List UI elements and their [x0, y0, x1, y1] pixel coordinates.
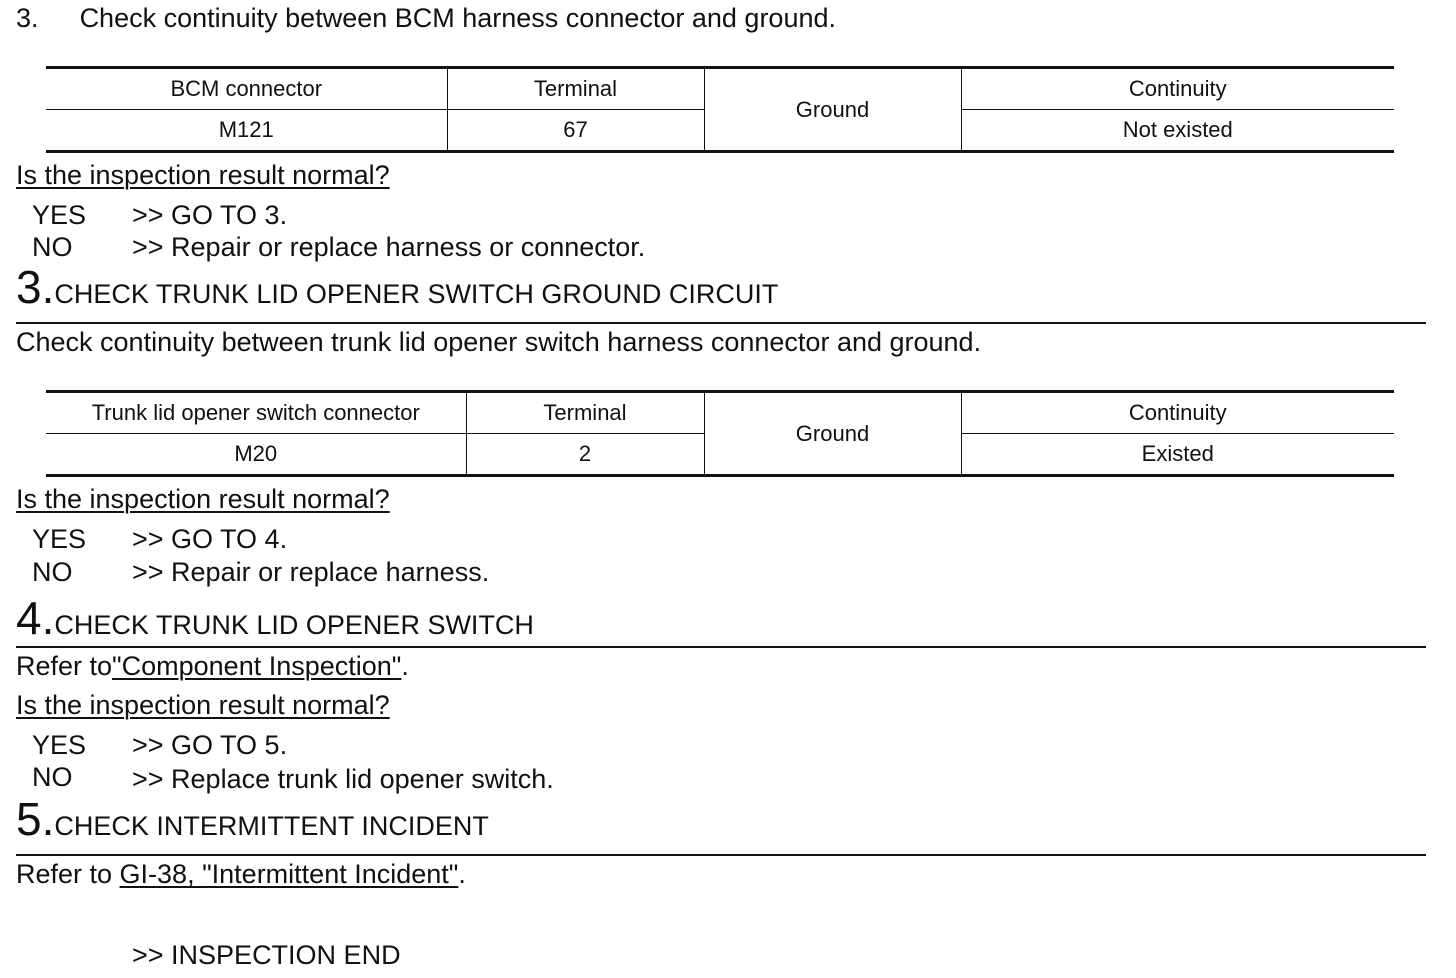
answer-no-key: NO	[32, 232, 73, 262]
step-4-heading	[16, 592, 534, 644]
table-header-row	[46, 392, 1394, 434]
inspection-question: Is the inspection result normal?	[16, 484, 390, 514]
component-inspection-link[interactable]: "Component Inspection"	[112, 651, 402, 681]
step-5-heading	[16, 793, 489, 845]
refer-suffix: .	[401, 651, 409, 681]
table-header-cell: Continuity	[961, 392, 1394, 434]
table-cell: M121	[46, 110, 447, 152]
answer-yes-value: >> GO TO 4.	[132, 524, 288, 554]
table-header-cell: BCM connector	[46, 68, 447, 110]
step-description: Check continuity between trunk lid opener switch harness connector and ground.	[16, 327, 982, 357]
refer-line	[16, 651, 409, 681]
intro-text: Check continuity between BCM harness connector and ground.	[79, 3, 836, 33]
refer-prefix: Refer to	[16, 651, 113, 681]
refer-prefix: Refer to	[16, 859, 120, 889]
answer-no-key: NO	[32, 557, 73, 587]
answer-yes-value: >> GO TO 3.	[132, 200, 288, 230]
table-header-row	[46, 68, 1394, 110]
step-title: CHECK TRUNK LID OPENER SWITCH	[54, 610, 534, 640]
bcm-continuity-table	[46, 66, 1394, 153]
answer-yes-key: YES	[32, 524, 87, 554]
refer-suffix: .	[458, 859, 466, 889]
table-cell: 67	[447, 110, 704, 152]
intro-number: 3.	[16, 3, 39, 33]
table-cell: M20	[46, 434, 466, 476]
step-title: CHECK TRUNK LID OPENER SWITCH GROUND CIRCUIT	[54, 279, 779, 309]
inspection-question: Is the inspection result normal?	[16, 690, 390, 720]
answer-yes-value: >> GO TO 5.	[132, 730, 288, 760]
answer-yes-key: YES	[32, 730, 87, 760]
table-cell: Existed	[961, 434, 1394, 476]
intermittent-incident-link[interactable]: GI-38, "Intermittent Incident"	[119, 859, 459, 889]
step-3-heading	[16, 261, 779, 313]
table-header-cell: Terminal	[466, 392, 704, 434]
table-header-cell: Continuity	[961, 68, 1394, 110]
refer-line	[16, 859, 466, 889]
step-number: 3.	[16, 261, 55, 313]
intro-line	[16, 3, 836, 33]
answer-no-value: >> Repair or replace harness.	[132, 557, 490, 587]
answer-no-key: NO	[32, 762, 73, 792]
inspection-end: >> INSPECTION END	[132, 940, 401, 970]
step-number: 4.	[16, 592, 55, 644]
ground-cell: Ground	[704, 68, 961, 152]
table-header-cell: Terminal	[447, 68, 704, 110]
answer-yes-key: YES	[32, 200, 87, 230]
table-header-cell: Trunk lid opener switch connector	[46, 392, 466, 434]
ground-cell: Ground	[704, 392, 961, 476]
inspection-question: Is the inspection result normal?	[16, 160, 390, 190]
answer-no-value: >> Repair or replace harness or connector.	[132, 232, 646, 262]
table-cell: 2	[466, 434, 704, 476]
section-divider	[16, 322, 1426, 324]
step-number: 5.	[16, 793, 55, 845]
answer-no-value: >> Replace trunk lid opener switch.	[132, 764, 554, 794]
step-title: CHECK INTERMITTENT INCIDENT	[54, 811, 489, 841]
section-divider	[16, 854, 1426, 856]
table-cell: Not existed	[961, 110, 1394, 152]
opener-switch-continuity-table	[46, 390, 1394, 477]
section-divider	[16, 646, 1426, 648]
